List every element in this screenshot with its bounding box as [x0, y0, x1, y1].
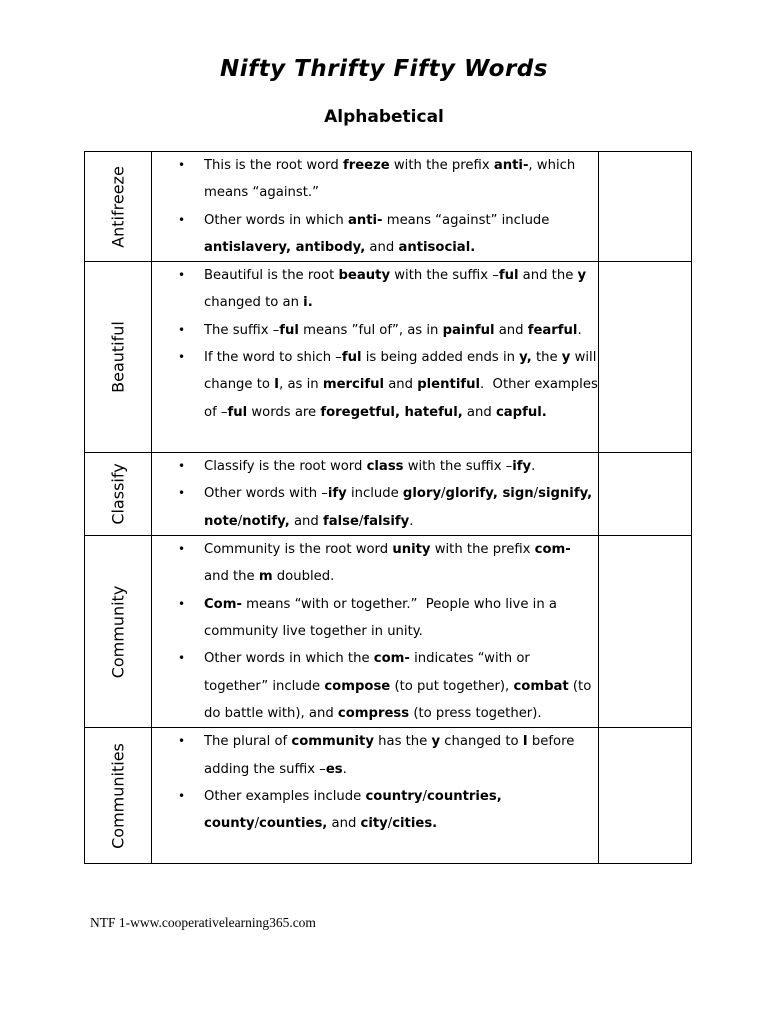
bold-term: capful.: [495, 404, 547, 420]
bold-term: merciful: [322, 377, 385, 393]
description-cell: [152, 152, 599, 262]
bold-term: ify: [512, 459, 532, 475]
bullet-text: Beautiful is the root: [204, 268, 339, 284]
bullet-text: the: [531, 350, 562, 366]
bold-term: m: [258, 569, 273, 585]
bold-term: freeze: [342, 158, 390, 173]
bold-term: i.: [303, 295, 313, 311]
bullet-text: with the suffix –: [403, 459, 513, 475]
word-label: Classify: [108, 463, 128, 525]
blank-cell: [599, 262, 692, 453]
bullet-text: /: [441, 486, 446, 502]
bullet-text: Other examples include: [204, 788, 366, 804]
bold-term: country: [365, 788, 423, 804]
word-label: Antifreeze: [108, 165, 128, 248]
page-subtitle: Alphabetical: [324, 107, 444, 127]
bullet-item: [204, 645, 598, 727]
bullet-item: [204, 262, 598, 317]
bullet-text: Classify is the root word: [204, 459, 367, 475]
bullet-text: If the word to shich –: [204, 350, 342, 366]
bullet-text: Other words in which the: [204, 651, 374, 667]
word-cell: [85, 536, 152, 728]
bold-term: antislavery, antibody,: [204, 239, 366, 255]
bullet-list: [152, 262, 603, 426]
bullet-text: is being added ends in: [361, 350, 520, 366]
bullet-item: [204, 152, 598, 207]
bullet-list: [152, 728, 598, 837]
bold-term: falsify: [363, 513, 410, 529]
bullet-text: .: [577, 322, 582, 338]
bullet-text: means “against” include: [382, 212, 554, 228]
bullet-item: [204, 480, 598, 535]
words-table: [84, 151, 692, 864]
bullet-text: Other words in which: [204, 212, 348, 228]
bold-term: city: [360, 816, 388, 832]
bullet-text: and the: [518, 268, 578, 284]
bullet-text: .: [342, 761, 347, 777]
bold-term: class: [366, 459, 404, 475]
bullet-text: /: [422, 788, 427, 804]
bold-term: com-: [534, 542, 571, 558]
bold-term: ful: [279, 322, 299, 338]
blank-cell: [599, 536, 692, 728]
bullet-text: and: [289, 513, 323, 529]
table-row: [85, 536, 692, 728]
bold-term: false: [322, 513, 359, 529]
bold-term: glory: [402, 486, 442, 502]
bold-term: combat: [513, 678, 569, 694]
bullet-text: /: [237, 513, 243, 529]
bullet-item: [204, 344, 603, 426]
bullet-text: include: [346, 486, 403, 502]
bullet-text: with the prefix: [430, 542, 535, 558]
bold-term: compose: [324, 678, 391, 694]
bullet-list: [152, 152, 598, 261]
bold-term: compress: [337, 705, 410, 721]
word-label: Communities: [108, 742, 128, 849]
bold-term: ify: [327, 486, 347, 502]
bold-term: counties,: [259, 816, 328, 832]
word-cell: [85, 728, 152, 864]
bullet-text: The plural of: [204, 734, 292, 750]
bullet-text: with the prefix: [389, 158, 494, 173]
bold-term: es: [325, 761, 343, 777]
bold-term: signify, note: [204, 486, 597, 529]
bullet-text: doubled.: [272, 569, 335, 585]
table-row: [85, 262, 692, 453]
bold-term: unity: [392, 542, 431, 558]
bullet-text: means ”ful of”, as in: [298, 322, 443, 338]
bold-term: beauty: [338, 268, 391, 284]
bullet-text: (to do battle with), and: [204, 678, 596, 721]
bold-term: foregetful, hateful,: [320, 404, 463, 420]
bullet-text: The suffix –: [204, 322, 280, 338]
bullet-text: Other words with –: [204, 486, 328, 502]
bullet-text: , which means “against.”: [204, 158, 580, 201]
blank-cell: [599, 453, 692, 536]
table-row: [85, 152, 692, 262]
bullet-text: before adding the suffix –: [204, 734, 579, 777]
bullet-text: indicates “with or together” include: [204, 651, 535, 694]
bullet-text: and: [365, 239, 399, 255]
description-cell: [152, 728, 599, 864]
bold-term: fearful: [527, 322, 578, 338]
bullet-text: changed to an: [204, 268, 591, 311]
footer-text: NTF 1-www.cooperativelearning365.com: [90, 915, 316, 930]
bullet-text: has the: [373, 734, 432, 750]
bold-term: I: [522, 734, 528, 750]
bold-term: glorify, sign: [445, 486, 534, 502]
bullet-text: This is the root word: [204, 158, 343, 173]
bullet-text: and: [462, 404, 496, 420]
bold-term: y: [431, 734, 441, 750]
bold-term: countries, county: [204, 788, 507, 832]
bold-term: ful: [227, 404, 248, 420]
bold-term: painful: [442, 322, 495, 338]
bullet-item: [204, 728, 598, 783]
word-cell: [85, 152, 152, 262]
description-cell: [152, 453, 599, 536]
bullet-text: changed to: [440, 734, 523, 750]
bullet-item: [204, 207, 598, 262]
blank-cell: [599, 728, 692, 864]
bold-term: I: [274, 377, 280, 393]
word-cell: [85, 262, 152, 453]
bullet-text: .: [531, 459, 536, 475]
bullet-text: words are: [247, 404, 321, 420]
bold-term: anti-: [347, 212, 383, 228]
bullet-item: [204, 591, 598, 646]
bullet-list: [152, 536, 598, 727]
word-label: Beautiful: [108, 321, 128, 394]
bullet-text: /: [533, 486, 539, 502]
bold-term: ful: [498, 268, 519, 284]
bullet-text: and: [384, 377, 418, 393]
bold-term: ful: [341, 350, 362, 366]
bullet-text: with the suffix –: [390, 268, 499, 284]
bold-term: Com-: [204, 596, 242, 612]
bold-term: plentiful: [417, 377, 480, 393]
bullet-text: means “with or together.” People who live in a community live together in unity.: [204, 596, 562, 640]
bullet-item: [204, 536, 598, 591]
bullet-item: [204, 783, 598, 838]
bullet-text: .: [409, 513, 414, 529]
bold-term: y: [561, 350, 571, 366]
bullet-text: /: [387, 816, 393, 832]
bold-term: anti-: [493, 158, 529, 173]
bullet-text: and: [494, 322, 528, 338]
bullet-text: (to put together),: [390, 678, 514, 694]
bullet-text: Community is the root word: [204, 542, 393, 558]
bold-term: com-: [373, 651, 410, 667]
word-label: Community: [108, 585, 128, 679]
blank-cell: [599, 152, 692, 262]
bullet-text: , as in: [279, 377, 323, 393]
bullet-text: (to press together).: [409, 705, 542, 721]
bold-term: y,: [519, 350, 532, 366]
bold-term: antisocial.: [398, 239, 476, 255]
bullet-item: [204, 317, 598, 344]
bullet-list: [152, 453, 598, 535]
bullet-item: [204, 453, 598, 480]
page-title: Nifty Thrifty Fifty Words: [220, 56, 548, 82]
bold-term: community: [291, 734, 374, 750]
bold-term: notify,: [242, 513, 290, 529]
description-cell: [152, 262, 603, 453]
description-cell: [152, 536, 599, 728]
bullet-text: and the: [204, 542, 575, 585]
bullet-text: will change to: [204, 350, 601, 393]
bold-term: y: [577, 268, 587, 284]
bullet-text: and: [327, 816, 361, 832]
bullet-text: . Other examples of –: [204, 377, 603, 420]
bold-term: cities.: [392, 816, 438, 832]
bullet-text: /: [358, 513, 364, 529]
bullet-text: /: [254, 816, 260, 832]
table-row: [85, 453, 692, 536]
word-cell: [85, 453, 152, 536]
table-row: [85, 728, 692, 864]
